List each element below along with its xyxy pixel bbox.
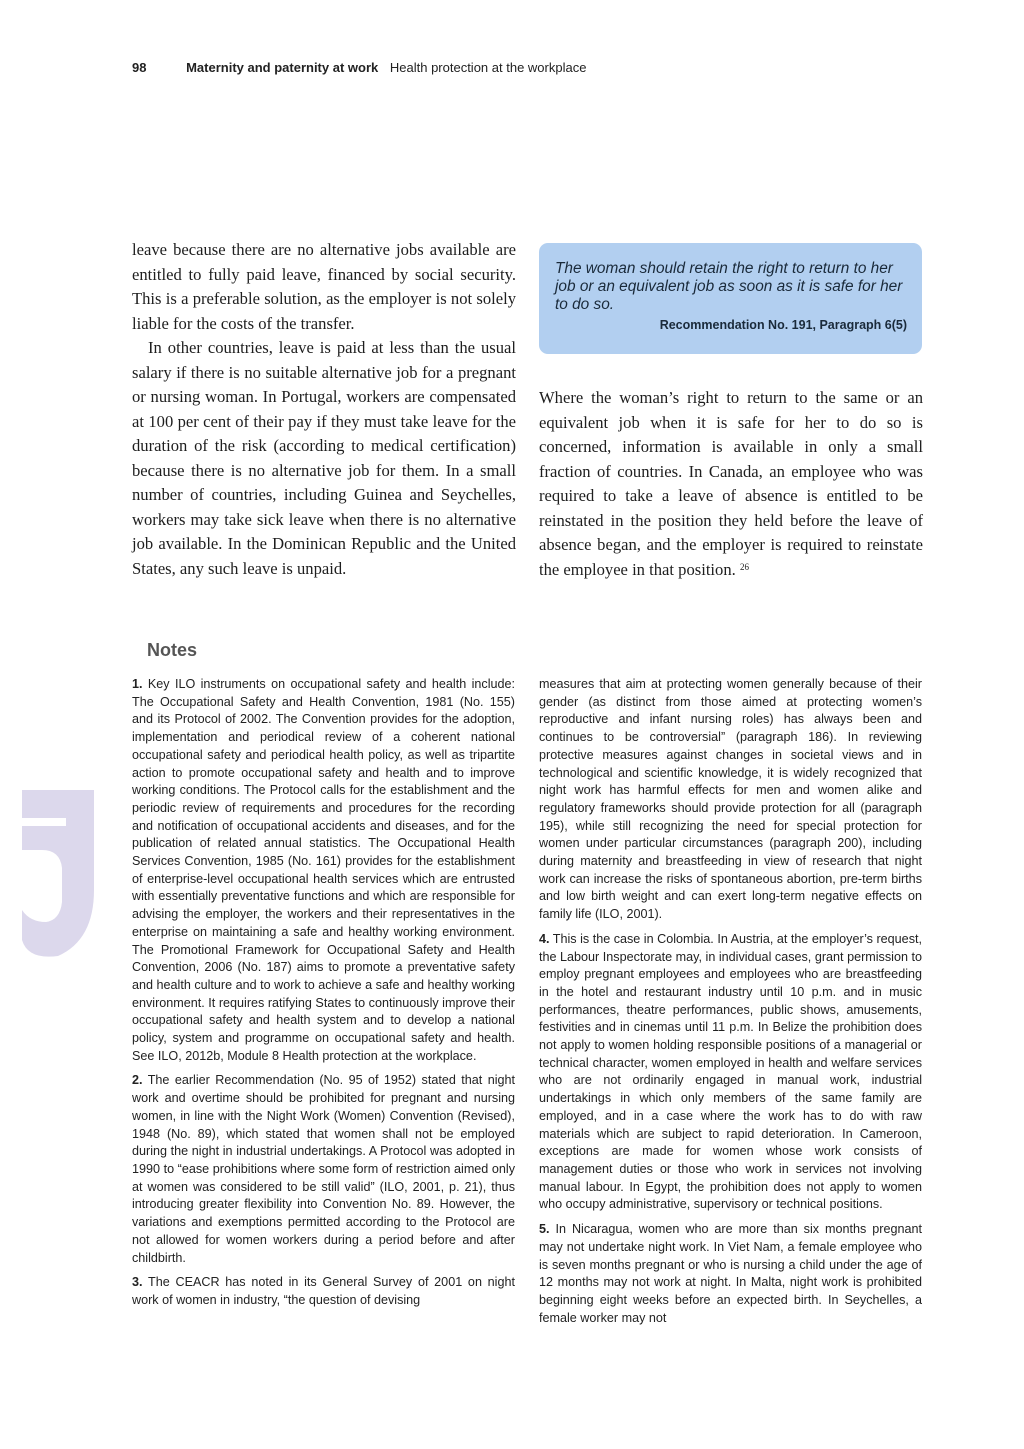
note-item <box>539 1221 922 1327</box>
note-item <box>539 931 922 1214</box>
note-text: This is the case in Colombia. In Austria, at the employer’s request, the Labour Inspectorate may, in individual cases, grant permission to employ pregnant employees and employees who are breastfeeding in the hotel and restaurant industry until 10 p.m. and in music performances, theatre performances, public shows, amusements, festivities and in cinemas until 11 p.m. In Belize the prohibition does not apply to women holding responsible positions of a managerial or technical character, women employed in health and welfare services who are not ordinarily engaged in manual work, industrial undertakings in which only members of the same family are employed, and in a case where the work has to do with raw materials which are subject to rapid deterioration. In Cameroon, exceptions are made for women whose work consists of management duties or those who work in services not involving manual labour. In Egypt, the prohibition does not apply to women who occupy administrative, supervisory or technical positions. <box>539 931 922 1212</box>
body-column-right <box>539 386 923 582</box>
callout-citation: Recommendation No. 191, Paragraph 6(5) <box>659 318 907 332</box>
notes-column-left <box>132 676 515 1317</box>
note-number: 3. <box>132 1275 143 1290</box>
body-paragraph-text: Where the woman’s right to return to the same or an equivalent job when it is safe for her to do so is concerned, information is available in only a small fraction of countries. In Canada, an employee who was required to take a leave of absence is entitled to be reinstated in the position they held before the leave of absence began, and the employer is required to reinstate the employee in that position. <box>539 388 923 579</box>
note-text: The earlier Recommendation (No. 95 of 1952) stated that night work and overtime should be prohibited for pregnant and nursing women, in line with the Night Work (Women) Convention (Revised), 1948 (No. 89), which stated that women shall not be employed during the night in industrial undertakings. A Protocol was adopted in 1990 to “ease prohibitions where some form of restriction aimed only at women was considered to be still valid” (ILO, 2001, p. 21), thus introducing greater flexibility into Convention No. 89. However, the variations and exemptions permitted according to the Protocol are not allowed for women workers during a period before and after childbirth. <box>132 1073 515 1265</box>
note-item <box>132 676 515 1065</box>
note-text: Key ILO instruments on occupational safety and health include: The Occupational Safety and Health Convention, 1981 (No. 155) and its Protocol of 2002. The Convention provides for the adoption, implementation and periodical review of a coherent national occupational safety and periodical health policy, as well as tripartite action to promote occupational safety and health and to improve working conditions. The Protocol calls for the establishment and the periodic review of requirements and procedures for the recording and notification of occupational accidents and diseases, and for the publication of related annual statistics. The Occupational Health Services Convention, 1985 (No. 161) provides for the establishment of enterprise-level occupational health services which are entrusted with essentially preventative functions and which are responsible for advising the employer, the workers and their representatives in the enterprise on maintaining a safe and healthy working environment. The Promotional Framework for Occupational Safety and Health Convention, 2006 (No. 187) aims to promote a preventative safety and health culture and to work to achieve a safe and healthy working environment. It requires ratifying States to continuously improve their occupational safety and health system and to develop a national policy, system and programme on occupational safety and health. See ILO, 2012b, Module 8 Health protection at the workplace. <box>132 677 516 1063</box>
note-number: 1. <box>132 677 143 691</box>
note-text: In Nicaragua, women who are more than six months pregnant may not undertake night work. In Viet Nam, a female employee who is seven months pregnant or who is nursing a child under the age of 12 months may not work at night. In Malta, night work is prohibited beginning eight weeks before an expected birth. In Seychelles, a female worker may not <box>539 1222 923 1325</box>
book-title: Maternity and paternity at work <box>186 60 379 75</box>
page-number: 98 <box>132 60 147 75</box>
quote-callout <box>539 243 922 354</box>
note-number: 5. <box>539 1222 550 1237</box>
note-text: measures that aim at protecting women generally because of their gender (as distinct from those aimed at protecting women’s reproductive and infant nursing roles) has always been and continues to be controversial” (paragraph 186). In reviewing protective measures against changes in societal views and in technological and scientific knowledge, it is widely recognized that night work has harmful effects for men and women alike and regulatory frameworks should provide protection for all (paragraph 195), while still recognizing the need for special protection for women under particular circumstances (paragraph 200), including during maternity and breastfeeding in view of research that night work can increase the risks of spontaneous abortion, pre-term births and low birth weight and can exert long-term negative effects on family life (ILO, 2001). <box>539 677 922 922</box>
chapter-title: Health protection at the workplace <box>389 60 587 75</box>
note-item <box>132 1274 515 1309</box>
body-paragraph <box>539 386 923 582</box>
notes-column-right <box>539 676 922 1334</box>
body-paragraph: In other countries, leave is paid at less than the usual salary if there is no suitable alternative job for a pregnant or nursing woman. In Portugal, workers are compensated at 100 per cent of their pay if they must take leave for the duration of the risk (according to medical certification) because there is no alternative job for them. In a small number of countries, including Guinea and Seychelles, workers may take sick leave when there is no alternative job available. In the Dominican Republic and the United States, any such leave is unpaid. <box>132 338 516 578</box>
note-number: 2. <box>132 1073 143 1088</box>
footnote-reference: 26 <box>739 561 749 572</box>
chapter-digit-shape <box>22 790 94 957</box>
callout-quote: The woman should retain the right to return to her job or an equivalent job as soon as it is safe for her to do so. <box>555 260 903 313</box>
notes-heading: Notes <box>147 640 198 660</box>
body-paragraph: leave because there are no alternative jobs available are entitled to fully paid leave, financed by social security. This is a preferable solution, as the employer is not solely liable for the costs of the transfer. <box>132 240 516 333</box>
note-text: The CEACR has noted in its General Survey of 2001 on night work of women in industry, “the question of devising <box>132 1275 515 1307</box>
note-item <box>539 676 922 924</box>
body-column-left <box>132 238 516 581</box>
chapter-number-marker <box>22 790 94 960</box>
running-header <box>132 60 586 75</box>
note-number: 4. <box>539 931 550 946</box>
note-item <box>132 1072 515 1267</box>
